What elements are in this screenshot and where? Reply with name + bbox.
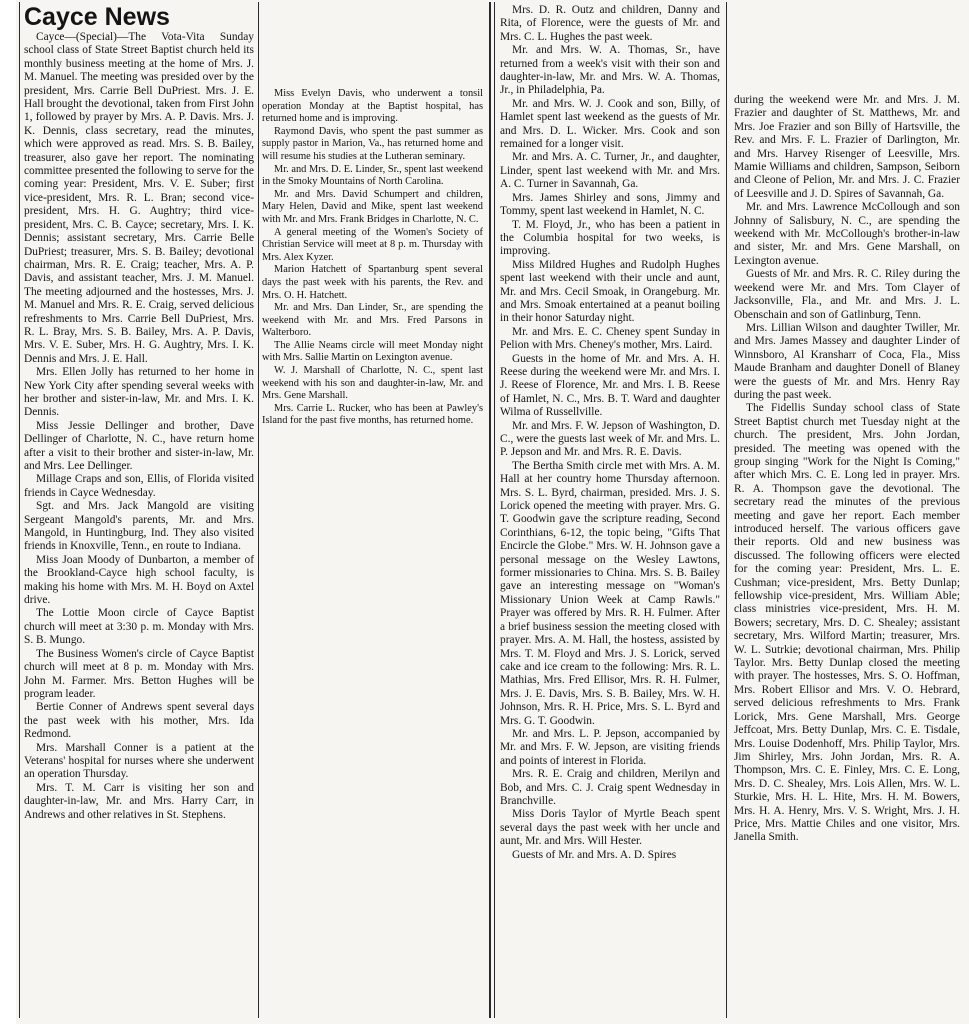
- paragraph: Mrs. R. E. Craig and children, Merilyn and Bob, and Mrs. C. J. Craig spent Wednesday in Branchville.: [500, 768, 720, 807]
- paragraph: T. M. Floyd, Jr., who has been a patient in the Columbia hospital for two weeks, is improving.: [500, 218, 720, 258]
- paragraph: The Fidellis Sunday school class of State Street Baptist church met Tuesday night at the church. The president, Mrs. John Jordan, presided. The meeting was opened with the group singing "Work for the Night Is Coming," after which Mrs. C. E. Long led in prayer. Mrs. R. A. Thompson gave the devotional. The secretary read the minutes of the previous meeting and gave her report. Each member introduced herself. The various officers gave their reports. Old and new business was discussed. The following officers were elected for the coming year: President, Mrs. L. E. Cushman; vice-president, Mrs. Betty Dunlap; fellowship vice-president, Mrs. William Able; class ministries vice-president, Mrs. H. M. Bowers; secretary, Mrs. D. C. Shealey; assistant secretary, Mrs. Wilford Martin; treasurer, Mrs. W. L. Sutrkie; devotional chairman, Mrs. Philip Taylor. Mrs. Betty Dunlap closed the meeting with prayer. The hostesses, Mrs. S. O. Hoffman, Mrs. Robert Ellisor and Mrs. V. O. Hebrard, served delicious refreshments to Mrs. Frank Lorick, Mrs. Gene Marshall, Mrs. George Jeffcoat, Mrs. Betty Dunlap, Mrs. C. E. Tisdale, Mrs. Louise Dodenhoff, Mrs. Philip Taylor, Mrs. Jim Shirley, Mrs. John Jordan, Mrs. R. A. Thompson, Mrs. C. E. Finley, Mrs. C. E. Long, Mrs. D. C. Shealey, Mrs. Lois Allen, Mrs. W. L. Sturkie, Mrs. H. L. Hite, Mrs. H. M. Bowers, Mrs. H. A. Henry, Mrs. V. S. Wright, Mrs. J. H. Price, Mrs. Mattie Chiles and one visitor, Mrs. Janella Smith.: [734, 402, 960, 844]
- paragraph: The Allie Neams circle will meet Monday night with Mrs. Sallie Martin on Lexington avenue.: [262, 339, 483, 364]
- paragraph: Cayce—(Special)—The Vota-Vita Sunday school class of State Street Baptist church held its monthly business meeting at the home of Mrs. J. M. Manuel. The meeting was presided over by the president, Mrs. Carrie Bell DuPriest. Mrs. J. E. Hall brought the devotional, taken from First John 1, followed by prayer by Mrs. A. P. Davis. Mrs. J. K. Dennis, class secretary, read the minutes, which were approved as read. Mrs. S. B. Bailey, treasurer, also gave her report. The nominating committee presented the following to serve for the coming year: President, Mrs. V. E. Suber; first vice-president, Mrs. R. L. Bran; second vice-president, Mrs. H. G. Aughtry; third vice-president, Mrs. C. B. Cayce; secretary, Mrs. I. K. Dennis; assistant secretary, Mrs. Carrie Belle DuPriest; treasurer, Mrs. S. B. Bailey; devotional chairman, Mrs. R. E. Craig; teacher, Mrs. A. P. Davis, and assistant teacher, Mrs. J. M. Manuel. The meeting adjourned and the hostesses, Mrs. J. M. Manuel and Mrs. R. E. Craig, served delicious refreshments to Mrs. Carrie Bell DuPriest, Mrs. R. L. Bray, Mrs. S. B. Bailey, Mrs. A. P. Davis, Mrs. V. E. Suber, Mrs. H. G. Aughtry, Mrs. I. K. Dennis and Mrs. J. E. Hall.: [24, 31, 254, 365]
- paragraph: Mr. and Mrs. W. A. Thomas, Sr., have returned from a week's visit with their son and daughter-in-law, Mr. and Mrs. W. A. Thomas, Jr., in Philadelphia, Pa.: [500, 44, 720, 97]
- paragraph: Miss Joan Moody of Dunbarton, a member of the Brookland-Cayce high school faculty, is making his home with Mrs. M. H. Boyd on Axtel drive.: [24, 553, 254, 607]
- paragraph: W. J. Marshall of Charlotte, N. C., spent last weekend with his son and daughter-in-law, Mr. and Mrs. Gene Marshall.: [262, 365, 483, 402]
- paragraph: Mrs. Lillian Wilson and daughter Twiller, Mr. and Mrs. James Massey and daughter Linder of Winnsboro, Al Kransharr of Coca, Fla., Miss Maude Branham and daughter Donell of Blaney were the guests of Mr. and Mrs. Henry Ray during the past week.: [734, 321, 960, 401]
- paragraph: Mr. and Mrs. A. C. Turner, Jr., and daughter, Linder, spent last weekend with Mr. and Mrs. A. C. Turner in Savannah, Ga.: [500, 151, 720, 191]
- column-rule: [489, 2, 491, 1018]
- paragraph: Miss Mildred Hughes and Rudolph Hughes spent last weekend with their uncle and aunt, Mr. and Mrs. Cecil Smoak, in Orangeburg. Mr. and Mrs. Smoak entertained at a peanut boiling in their honor Saturday night.: [500, 258, 720, 325]
- article-column-3: [500, 4, 720, 1020]
- paragraph: Marion Hatchett of Spartanburg spent several days the past week with his parents, the Rev. and Mrs. O. H. Hatchett.: [262, 264, 483, 301]
- paragraph: Mr. and Mrs. L. P. Jepson, accompanied by Mr. and Mrs. F. W. Jepson, are visiting friends and points of interest in Florida.: [500, 727, 720, 767]
- column-rule: [726, 2, 727, 1018]
- paragraph: Mr. and Mrs. David Schumpert and children, Mary Helen, David and Mike, spent last weekend with Mr. and Mrs. Frank Bridges in Charlotte, N. C.: [262, 188, 483, 225]
- article-column-1: [24, 4, 254, 1020]
- paragraph: Mrs. T. M. Carr is visiting her son and daughter-in-law, Mr. and Mrs. Harry Carr, in Andrews and other relatives in St. Stephens.: [24, 781, 254, 821]
- article-column-2: [262, 88, 483, 518]
- paragraph: Sgt. and Mrs. Jack Mangold are visiting Sergeant Mangold's parents, Mr. and Mrs. Mangold, in Huntingburg, Ind. They also visited friends in Knoxville, Tenn., en route to Indiana.: [24, 500, 254, 553]
- paragraph: during the weekend were Mr. and Mrs. J. M. Frazier and daughter of St. Matthews, Mr. and Mrs. Joe Frazier and son Billy of Hartsville, the Rev. and Mrs. F. L. Frazier of Darlington, Mr. and Mrs. Harvey Risenger of Leesville, Mrs. Mamie Williams and children, Sampson, Seiborn and Cleone of Pelion, Mr. and Mrs. J. C. Frazier of Leesville and J. D. Spires of Savannah, Ga.: [734, 94, 960, 200]
- paragraph: Mrs. James Shirley and sons, Jimmy and Tommy, spent last weekend in Hamlet, N. C.: [500, 191, 720, 218]
- paragraph: The Business Women's circle of Cayce Baptist church will meet at 8 p. m. Monday with Mrs. John M. Farmer. Mrs. Betton Hughes will be program leader.: [24, 647, 254, 700]
- paragraph: Miss Doris Taylor of Myrtle Beach spent several days the past week with her uncle and aunt, Mr. and Mrs. Will Hester.: [500, 808, 720, 848]
- paragraph: Mr. and Mrs. Lawrence McCollough and son Johnny of Salisbury, N. C., are spending the weekend with Mr. McCollough's brother-in-law and sister, Mr. and Mrs. Gene Marshall, on Lexington avenue.: [734, 201, 960, 267]
- paragraph: Mrs. Marshall Conner is a patient at the Veterans' hospital for nurses where she underwent an operation Thursday.: [24, 741, 254, 781]
- paragraph: Mrs. Ellen Jolly has returned to her home in New York City after spending several weeks with her brother and sister-in-law, Mr. and Mrs. I. K. Dennis.: [24, 366, 254, 419]
- paragraph: Bertie Conner of Andrews spent several days the past week with his mother, Mrs. Ida Redmond.: [24, 701, 254, 741]
- paragraph: Mr. and Mrs. W. J. Cook and son, Billy, of Hamlet spent last weekend as the guests of Mr. and Mrs. D. L. Wicker. Mrs. Cook and son remained for a longer visit.: [500, 97, 720, 151]
- article-title: Cayce News: [24, 4, 170, 31]
- paragraph: The Bertha Smith circle met with Mrs. A. M. Hall at her country home Thursday afternoon. Mrs. S. L. Byrd, chairman, presided. Mrs. J. S. Lorick opened the meeting with prayer. Mrs. G. T. Goodwin gave the scripture reading, Second Corinthians, 6-12, the topic being, "Gifts That Encircle the Globe." Mrs. W. H. Johnson gave a personal message on the Wesley Lawtons, former missionaries to China. Mrs. S. B. Bailey gave an interesting message on "Woman's Missionary Union Week at Camp Rawls." Prayer was offered by Mrs. R. H. Fulmer. After a brief business session the meeting closed with prayer. Mrs. A. M. Hall, the hostess, assisted by Mrs. T. M. Floyd and Mrs. J. S. Lorick, served cake and ice cream to the following: Mrs. R. L. Mathias, Mrs. Fred Ellisor, Mrs. R. H. Fulmer, Mrs. J. E. Davis, Mrs. S. B. Bailey, Mrs. W. H. Johnson, Mrs. R. H. Price, Mrs. S. L. Byrd and Mrs. G. T. Goodwin.: [500, 459, 720, 727]
- paragraph: Mr. and Mrs. D. E. Linder, Sr., spent last weekend in the Smoky Mountains of North Carolina.: [262, 163, 483, 188]
- clipping-margin: [0, 0, 16, 1024]
- column-rule: [258, 2, 259, 1018]
- paragraph: Mr. and Mrs. E. C. Cheney spent Sunday in Pelion with Mrs. Cheney's mother, Mrs. Laird.: [500, 325, 720, 352]
- paragraph: Guests of Mr. and Mrs. R. C. Riley during the weekend were Mr. and Mrs. Tom Clayer of Jacksonville, Fla., and Mr. and Mrs. J. L. Obenschain and son of Gatlinburg, Tenn.: [734, 268, 960, 321]
- paragraph: Mrs. Carrie L. Rucker, who has been at Pawley's Island for the past five months, has returned home.: [262, 402, 483, 427]
- paragraph: Raymond Davis, who spent the past summer as supply pastor in Marion, Va., has returned home and will resume his studies at the Lutheran seminary.: [262, 125, 483, 162]
- paragraph: Guests of Mr. and Mrs. A. D. Spires: [512, 848, 677, 861]
- article-column-4: [734, 94, 960, 954]
- paragraph: Mrs. D. R. Outz and children, Danny and Rita, of Florence, were the guests of Mr. and Mrs. C. L. Hughes the past week.: [500, 4, 720, 43]
- paragraph: Millage Craps and son, Ellis, of Florida visited friends in Cayce Wednesday.: [24, 473, 254, 499]
- paragraph: Miss Evelyn Davis, who underwent a tonsil operation Monday at the Baptist hospital, has returned home and is improving.: [262, 88, 483, 125]
- column-rule: [19, 2, 20, 1018]
- paragraph: Mr. and Mrs. F. W. Jepson of Washington, D. C., were the guests last week of Mr. and Mrs. L. P. Jepson and Mr. and Mrs. R. E. Davis.: [500, 419, 720, 459]
- paragraph: Guests in the home of Mr. and Mrs. A. H. Reese during the weekend were Mr. and Mrs. I. J. Reese of Florence, Mr. and Mrs. I. B. Reese of Hamlet, N. C., Mrs. B. T. Ward and daughter Wilma of Russellville.: [500, 352, 720, 419]
- paragraph: The Lottie Moon circle of Cayce Baptist church will meet at 3:30 p. m. Monday with Mrs. S. B. Mungo.: [24, 607, 254, 647]
- paragraph: Miss Jessie Dellinger and brother, Dave Dellinger of Charlotte, N. C., have return home after a visit to their brother and sister-in-law, Mr. and Mrs. Lee Dellinger.: [24, 419, 254, 472]
- paragraph: A general meeting of the Women's Society of Christian Service will meet at 8 p. m. Thursday with Mrs. Alex Kyzer.: [262, 226, 483, 263]
- column-rule: [494, 2, 495, 1018]
- paragraph: Mr. and Mrs. Dan Linder, Sr., are spending the weekend with Mr. and Mrs. Fred Parsons in Walterboro.: [262, 302, 483, 339]
